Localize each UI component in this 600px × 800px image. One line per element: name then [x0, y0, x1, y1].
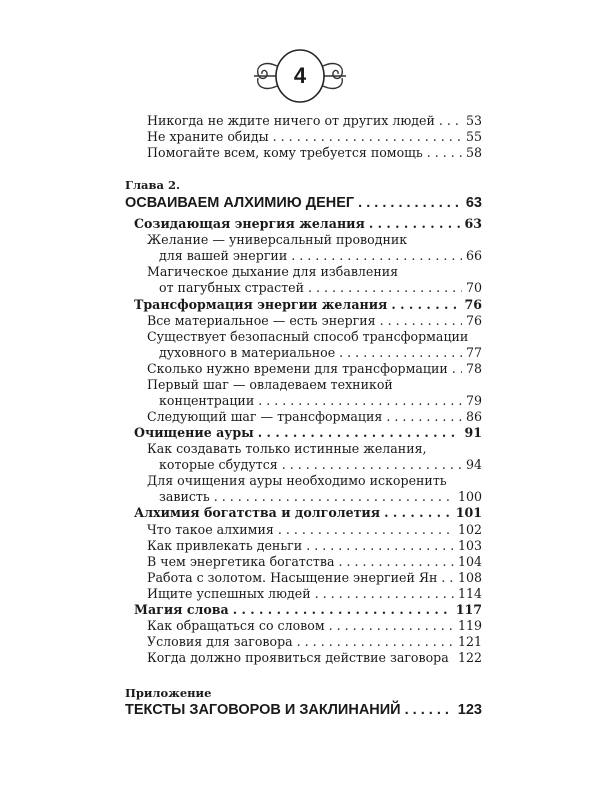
page-number: 53 — [465, 113, 482, 128]
entry-title: ОСВАИВАЕМ АЛХИМИЮ ДЕНЕГ — [125, 195, 355, 211]
dot-leader — [297, 634, 454, 650]
page-number: 70 — [465, 280, 482, 295]
toc-entry — [147, 634, 482, 650]
page-number: 123 — [457, 702, 482, 718]
page-number: 122 — [457, 650, 482, 665]
dot-leader — [273, 129, 462, 145]
dot-leader — [258, 425, 461, 441]
toc-entry — [159, 489, 482, 505]
entry-title: Для очищения ауры необходимо искоренить — [147, 473, 447, 488]
dot-leader — [453, 650, 454, 666]
toc-entry — [147, 232, 482, 248]
page-number: 55 — [465, 129, 482, 144]
dot-leader — [427, 145, 462, 161]
page-number-ornament — [250, 48, 350, 104]
page-number: 101 — [455, 505, 482, 520]
page-number: 91 — [464, 425, 482, 440]
toc-entry — [147, 329, 482, 345]
dot-leader — [405, 701, 454, 719]
chapter-label — [125, 685, 482, 701]
dot-leader — [329, 618, 454, 634]
dot-leader — [380, 313, 462, 329]
page-number: 4 — [293, 63, 307, 88]
entry-title: ТЕКСТЫ ЗАГОВОРОВ И ЗАКЛИНАНИЙ — [125, 702, 401, 718]
page-number: 100 — [457, 489, 482, 504]
entry-title: Очищение ауры — [134, 425, 254, 440]
page-number: 108 — [457, 570, 482, 585]
dot-leader — [315, 586, 454, 602]
page-number: 117 — [455, 602, 482, 617]
dot-leader — [214, 489, 454, 505]
toc-entry — [147, 129, 482, 145]
toc-entry — [147, 554, 482, 570]
entry-title: Условия для заговора — [147, 634, 293, 649]
dot-leader — [369, 216, 461, 232]
entry-title: Следующий шаг — трансформация — [147, 409, 383, 424]
page-number: 66 — [465, 248, 482, 263]
page-number: 63 — [465, 195, 482, 211]
toc-entry — [147, 618, 482, 634]
toc-entry — [134, 216, 482, 232]
entry-title: духовного в материальное — [159, 345, 336, 360]
entry-title: В чем энергетика богатства — [147, 554, 335, 569]
toc-entry — [134, 505, 482, 521]
entry-title: Глава 2. — [125, 178, 180, 192]
toc-entry — [147, 145, 482, 161]
dot-leader — [391, 297, 460, 313]
page-number: 63 — [464, 216, 482, 231]
entry-title: Существует безопасный способ трансформации — [147, 329, 469, 344]
entry-title: от пагубных страстей — [159, 280, 305, 295]
entry-title: Приложение — [125, 686, 212, 700]
entry-title: Когда должно проявиться действие заговора — [147, 650, 449, 665]
toc-entry — [159, 393, 482, 409]
toc-entry — [147, 409, 482, 425]
dot-leader — [233, 602, 452, 618]
page-number: 103 — [457, 538, 482, 553]
page-number: 94 — [465, 457, 482, 472]
entry-title: Сколько нужно времени для трансформации — [147, 361, 448, 376]
dot-leader — [339, 345, 462, 361]
entry-title: Магия слова — [134, 602, 229, 617]
page-number: 86 — [465, 409, 482, 424]
toc-entry — [147, 361, 482, 377]
entry-title: Первый шаг — овладеваем техникой — [147, 377, 393, 392]
entry-title: Ищите успешных людей — [147, 586, 311, 601]
dot-leader — [441, 570, 454, 586]
entry-title: которые сбудутся — [159, 457, 278, 472]
page-number: 78 — [465, 361, 482, 376]
toc-entry — [159, 345, 482, 361]
entry-title: Как создавать только истинные желания, — [147, 441, 427, 456]
dot-leader — [452, 361, 462, 377]
entry-title: Созидающая энергия желания — [134, 216, 365, 231]
chapter-title-entry — [125, 194, 482, 212]
dot-leader — [282, 457, 462, 473]
entry-title: Желание — универсальный проводник — [147, 232, 408, 247]
toc-entry — [134, 602, 482, 618]
toc-entry — [147, 522, 482, 538]
toc-entry — [147, 313, 482, 329]
dot-leader — [291, 248, 462, 264]
toc-entry — [147, 538, 482, 554]
page-number: 114 — [457, 586, 482, 601]
toc-entry — [134, 425, 482, 441]
entry-title: Как обращаться со словом — [147, 618, 325, 633]
entry-title: Алхимия богатства и долголетия — [134, 505, 381, 520]
entry-title: Никогда не ждите ничего от других людей — [147, 113, 435, 128]
toc-entry — [147, 377, 482, 393]
entry-title: Трансформация энергии желания — [134, 297, 388, 312]
chapter-label — [125, 177, 482, 193]
toc-entry — [147, 441, 482, 457]
page-number: 76 — [464, 297, 482, 312]
toc-entry — [147, 586, 482, 602]
entry-title: Что такое алхимия — [147, 522, 274, 537]
toc-entry — [159, 248, 482, 264]
page-number: 121 — [457, 634, 482, 649]
toc-entry — [147, 473, 482, 489]
dot-leader — [384, 505, 452, 521]
chapter-title-entry — [125, 701, 482, 719]
toc-entry — [147, 650, 482, 666]
entry-title: Работа с золотом. Насыщение энергией Ян — [147, 570, 438, 585]
page-number: 104 — [457, 554, 482, 569]
toc-entry — [134, 297, 482, 313]
dot-leader — [258, 393, 462, 409]
entry-title: Магическое дыхание для избавления — [147, 264, 399, 279]
toc-entry — [159, 280, 482, 296]
entry-title: Как привлекать деньги — [147, 538, 303, 553]
entry-title: зависть — [159, 489, 210, 504]
entry-title: концентрации — [159, 393, 255, 408]
page-number: 77 — [465, 345, 482, 360]
page-number: 119 — [457, 618, 482, 633]
page-number: 76 — [465, 313, 482, 328]
page-number: 79 — [465, 393, 482, 408]
entry-title: Помогайте всем, кому требуется помощь — [147, 145, 423, 160]
toc-entry — [147, 113, 482, 129]
dot-leader — [308, 280, 462, 296]
dot-leader — [358, 194, 462, 212]
dot-leader — [386, 409, 462, 425]
toc-entry — [147, 264, 482, 280]
dot-leader — [338, 554, 454, 570]
toc-entry — [159, 457, 482, 473]
entry-title: для вашей энергии — [159, 248, 288, 263]
page-number: 102 — [457, 522, 482, 537]
entry-title: Все материальное — есть энергия — [147, 313, 376, 328]
dot-leader — [306, 538, 454, 554]
dot-leader — [439, 113, 462, 129]
page-number: 58 — [465, 145, 482, 160]
entry-title: Не храните обиды — [147, 129, 269, 144]
toc-entry — [147, 570, 482, 586]
dot-leader — [278, 522, 454, 538]
